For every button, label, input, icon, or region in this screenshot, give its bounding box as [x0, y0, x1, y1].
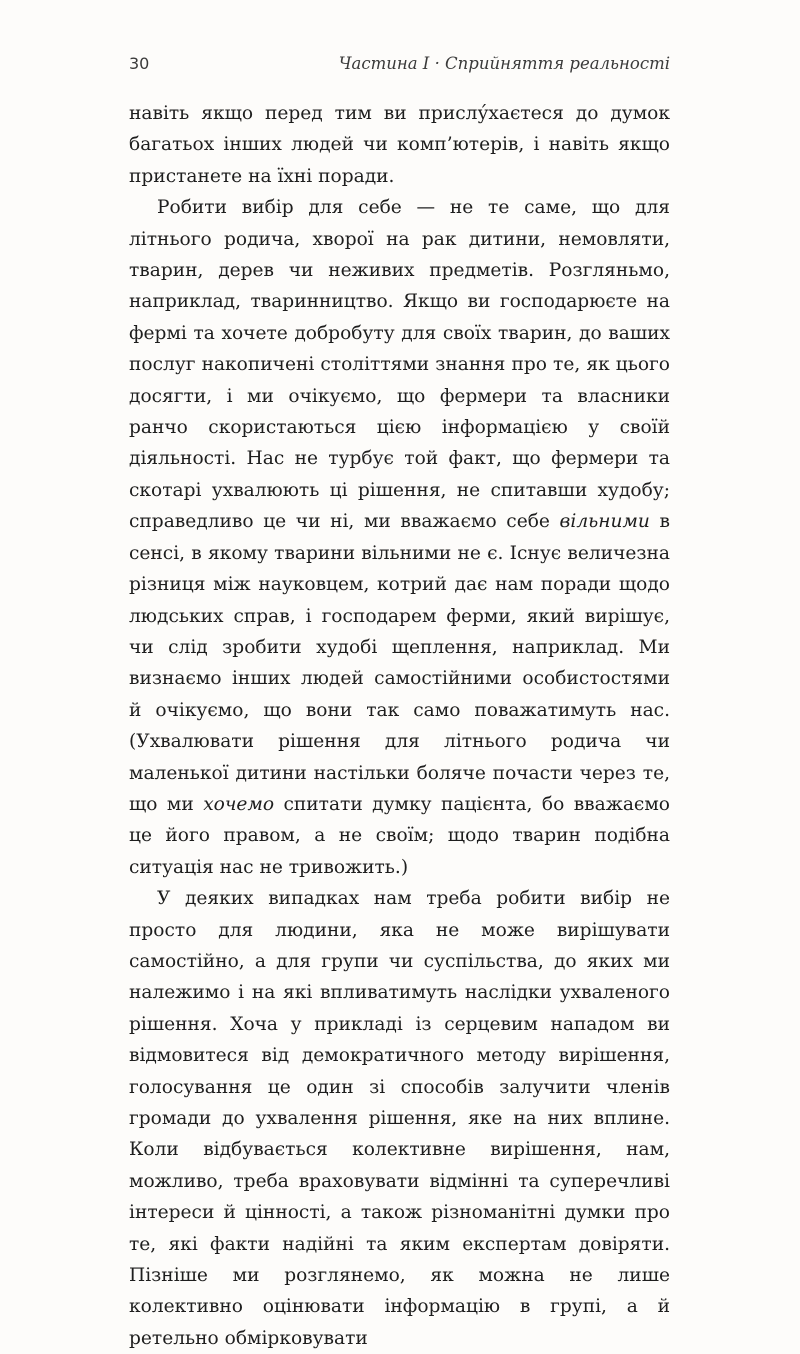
page-header — [129, 54, 670, 84]
paragraph-2-text-c: спитати думку пацієнта, бо вважаємо це його правом, а не своїм; щодо тварин подібна ситуація нас не тривожить.) — [129, 793, 670, 878]
emphasis-khochemo: хочемо — [203, 793, 275, 815]
paragraph-1: навіть якщо перед тим ви прислу́хаєтеся до думок багатьох інших людей чи комп’ютерів, і навіть якщо пристанете на їхні поради. — [129, 103, 670, 187]
paragraph-2-text-a: Робити вибір для себе — не те саме, що для літнього родича, хворої на рак дитини, немовляти, тварин, дерев чи неживих предметів. Розгляньмо, наприклад, тваринництво. Якщо ви господарюєте на фермі та хочете добробуту для своїх тварин, до ваших послуг накопичені століттями знання про те, як цього досягти, і ми очікуємо, що фермери та власники ранчо скористаються цією інформацією у своїй діяльності. Нас не турбує той факт, що фермери та скотарі ухвалюють ці рішення, не спитавши худобу; справедливо це чи ні, ми вважаємо себе — [129, 197, 670, 533]
paragraph-2-text-b: в сенсі, в якому тварини вільними не є. Існує величезна різниця між науковцем, котрий дає нам поради щодо людських справ, і господарем ферми, який вирішує, чи слід зробити худобі щеплення, наприклад. Ми визнаємо інших людей самостійними особистостями й очікуємо, що вони так само поважатимуть нас. (Ухвалювати рішення для літнього родича чи маленької дитини настільки боляче почасти через те, що ми — [129, 511, 670, 815]
page-number: 30 — [129, 54, 150, 73]
emphasis-vilnymy: вільними — [559, 511, 650, 533]
paragraph-3: У деяких випадках нам треба робити вибір не просто для людини, яка не може вирішувати самостійно, а для групи чи суспільства, до яких ми належимо і на які впливатимуть наслідки ухваленого рішення. Хоча у прикладі із серцевим нападом ви відмовитеся від демократичного методу вирішення, голосування це один зі способів залучити членів громади до ухвалення рішення, яке на них вплине. Коли відбувається колективне вирішення, нам, можливо, треба враховувати відмінні та суперечливі інтереси й цінності, а також різноманітні думки про те, які факти надійні та яким експертам довіряти. Пізніше ми розглянемо, як можна не лише колективно оцінювати інформацію в групі, а й ретельно обмірковувати — [129, 888, 670, 1349]
page-body — [129, 98, 670, 1354]
paragraph-2 — [129, 192, 670, 883]
running-title: Частина I · Сприйняття реальності — [338, 54, 670, 73]
